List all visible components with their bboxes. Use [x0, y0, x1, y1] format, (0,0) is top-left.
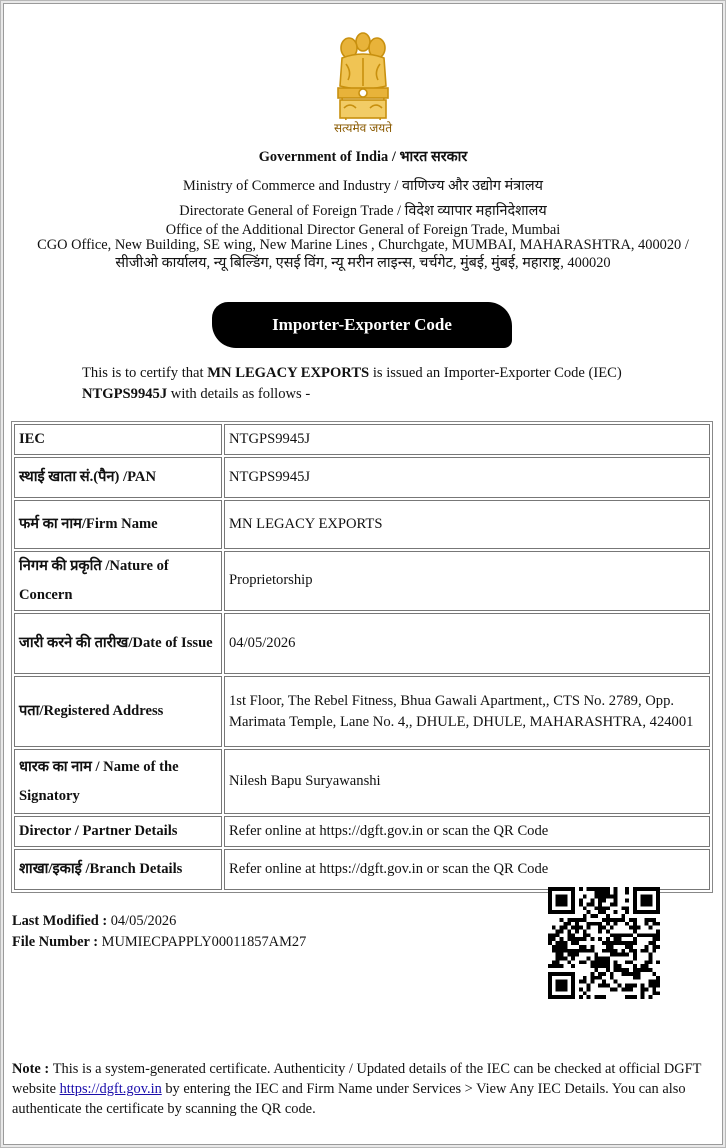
detail-value: 04/05/2026 [224, 613, 710, 674]
file-number-label: File Number : [12, 934, 102, 950]
office-address: CGO Office, New Building, SE wing, New Marine Lines , Churchgate, MUMBAI, MAHARASHTRA, 400020 / सीजीओ कार्यालय, न्यू बिल्डिंग, एसई विंग, न्यू मरीन लाइन्स, चर्चगेट, मुंबई, मुंबई, महाराष्ट्र, 400020 [37, 237, 689, 271]
certificate-title: Importer-Exporter Code [212, 302, 512, 348]
certify-suffix: with details as follows - [167, 386, 311, 402]
detail-label: पता/Registered Address [14, 676, 222, 747]
detail-value: 1st Floor, The Rebel Fitness, Bhua Gawali Apartment,, CTS No. 2789, Opp. Marimata Temple, Lane No. 4,, DHULE, DHULE, MAHARASHTRA, 424001 [224, 676, 710, 747]
table-row [14, 749, 710, 814]
last-modified-label: Last Modified : [12, 913, 111, 929]
emblem-motto: सत्यमेव जयते [333, 121, 393, 135]
certify-prefix: This is to certify that [82, 365, 208, 381]
table-row [14, 424, 710, 455]
detail-label: Director / Partner Details [14, 816, 222, 847]
last-modified [12, 913, 176, 930]
note [12, 1059, 712, 1119]
detail-value: Nilesh Bapu Suryawanshi [224, 749, 710, 814]
detail-label: फर्म का नाम/Firm Name [14, 500, 222, 549]
table-row [14, 676, 710, 747]
detail-label: IEC [14, 424, 222, 455]
note-label: Note : [12, 1061, 53, 1077]
certify-middle: is issued an Importer-Exporter Code (IEC) [369, 365, 622, 381]
certify-firm: MN LEGACY EXPORTS [207, 365, 370, 381]
dgft-website-link[interactable]: https://dgft.gov.in [59, 1081, 162, 1097]
table-row [14, 457, 710, 498]
table-row [14, 500, 710, 549]
table-row [14, 613, 710, 674]
detail-value: NTGPS9945J [224, 457, 710, 498]
table-row [14, 816, 710, 847]
detail-value: Refer online at https://dgft.gov.in or scan the QR Code [224, 816, 710, 847]
detail-label: जारी करने की तारीख/Date of Issue [14, 613, 222, 674]
government-heading: Government of India / भारत सरकार [258, 149, 468, 165]
detail-label: शाखा/इकाई /Branch Details [14, 849, 222, 890]
certify-statement [82, 363, 652, 405]
file-number [12, 934, 306, 951]
table-row [14, 849, 710, 890]
detail-value: Refer online at https://dgft.gov.in or scan the QR Code [224, 849, 710, 890]
qr-code-icon[interactable] [548, 887, 660, 999]
detail-value: Proprietorship [224, 551, 710, 612]
detail-label: निगम की प्रकृति /Nature of Concern [14, 551, 222, 612]
note-text-2: by entering the IEC and Firm Name under Services > View Any IEC Details. You can also authenticate the certificate by scanning the QR code. [12, 1081, 686, 1117]
last-modified-value: 04/05/2026 [110, 913, 177, 929]
table-row [14, 551, 710, 612]
details-table [11, 421, 713, 893]
detail-value: NTGPS9945J [224, 424, 710, 455]
directorate-heading: Directorate General of Foreign Trade / विदेश व्यापार महानिदेशालय [179, 203, 547, 219]
detail-label: स्थाई खाता सं.(पैन) /PAN [14, 457, 222, 498]
ministry-heading: Ministry of Commerce and Industry / वाणिज्य और उद्योग मंत्रालय [182, 178, 544, 194]
note-text-1: This is a system-generated certificate. Authenticity / Updated details of the IEC can be checked at official DGFT website [12, 1061, 702, 1097]
detail-label: धारक का नाम / Name of the Signatory [14, 749, 222, 814]
office-heading: Office of the Additional Director General of Foreign Trade, Mumbai [165, 222, 561, 238]
certify-iec: NTGPS9945J [82, 386, 168, 402]
detail-value: MN LEGACY EXPORTS [224, 500, 710, 549]
file-number-value: MUMIECPAPPLY00011857AM27 [101, 934, 307, 950]
